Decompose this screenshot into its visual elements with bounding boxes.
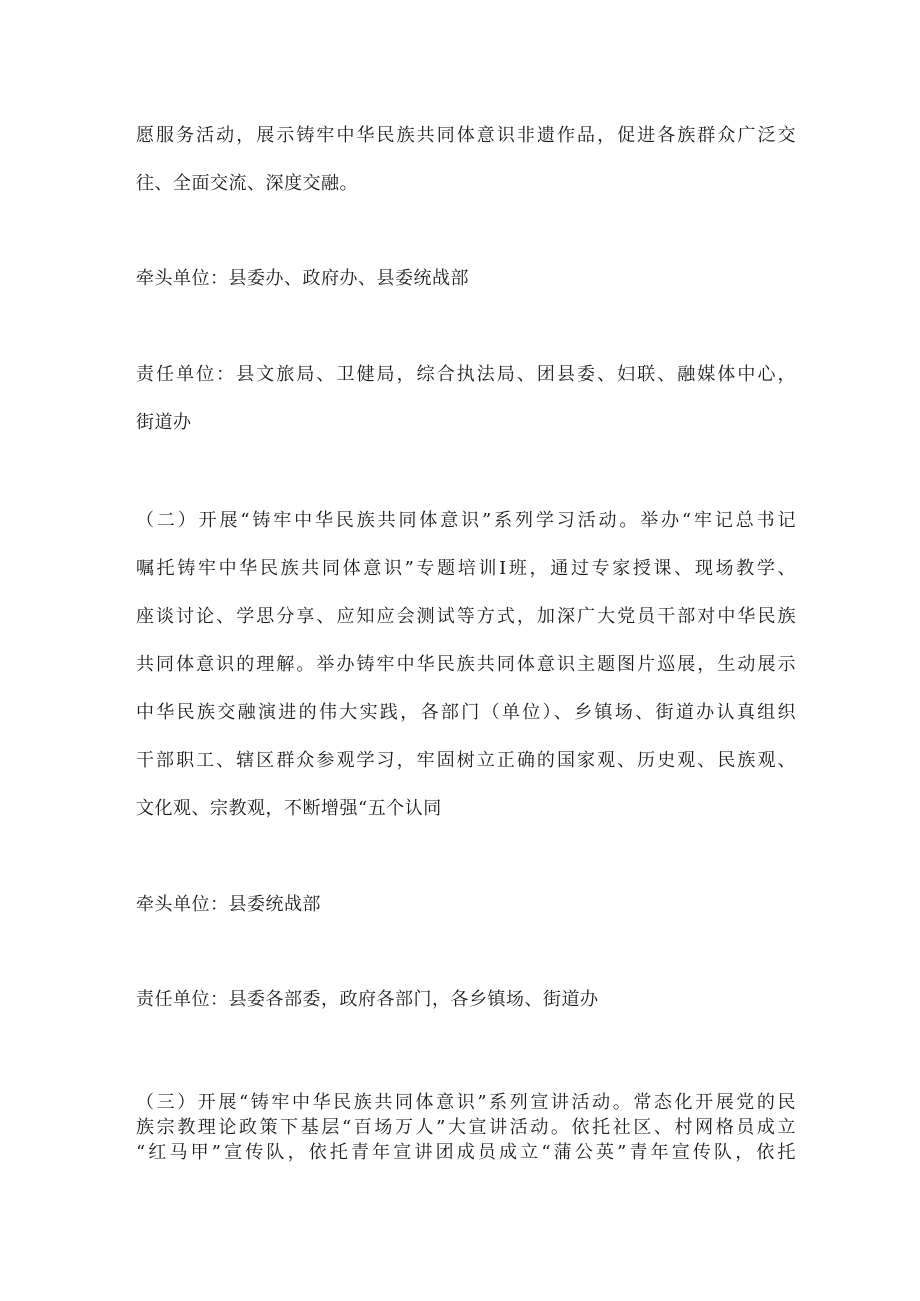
section-2-line-3: 座谈讨论、学思分享、应知应会测试等方式，加深广大党员干部对中华民族 xyxy=(136,606,796,627)
section-2-line-5: 中华民族交融演进的伟大实践，各部门（单位）、乡镇场、街道办认真组织 xyxy=(136,702,796,723)
section-3-line-1: （三）开展“铸牢中华民族共同体意识”系列宣讲活动。常态化开展党的民 xyxy=(136,1092,796,1113)
section-2-line-6: 干部职工、辖区群众参观学习，牢固树立正确的国家观、历史观、民族观、 xyxy=(136,750,796,771)
section-2-line-4: 共同体意识的理解。举办铸牢中华民族共同体意识主题图片巡展，生动展示 xyxy=(136,654,796,675)
section-3-line-2: 族宗教理论政策下基层“百场万人”大宣讲活动。依托社区、村网格员成立 xyxy=(136,1117,796,1138)
paragraph-1-line-2: 往、全面交流、深度交融。 xyxy=(136,173,358,194)
responsible-unit-line-3: 责任单位：县委各部委，政府各部门，各乡镇场、街道办 xyxy=(136,989,599,1010)
responsible-unit-line-1: 责任单位：县文旅局、卫健局，综合执法局、团县委、妇联、融媒体中心， xyxy=(136,364,796,385)
section-2-line-2: 嘱托铸牢中华民族共同体意识”专题培训I班，通过专家授课、现场教学、 xyxy=(136,558,796,579)
section-3-line-3: “红马甲”宣传队，依托青年宣讲团成员成立“蒲公英”青年宣传队，依托 xyxy=(136,1142,796,1163)
lead-unit-line: 牵头单位：县委办、政府办、县委统战部 xyxy=(136,268,469,289)
paragraph-1-line-1: 愿服务活动，展示铸牢中华民族共同体意识非遗作品，促进各族群众广泛交 xyxy=(136,125,796,146)
responsible-unit-line-2: 街道办 xyxy=(136,412,192,433)
lead-unit-line-2: 牵头单位：县委统战部 xyxy=(136,894,321,915)
section-2-line-1: （二）开展“铸牢中华民族共同体意识”系列学习活动。举办“牢记总书记 xyxy=(136,510,796,531)
section-2-line-7: 文化观、宗教观，不断增强“五个认同 xyxy=(136,798,442,819)
